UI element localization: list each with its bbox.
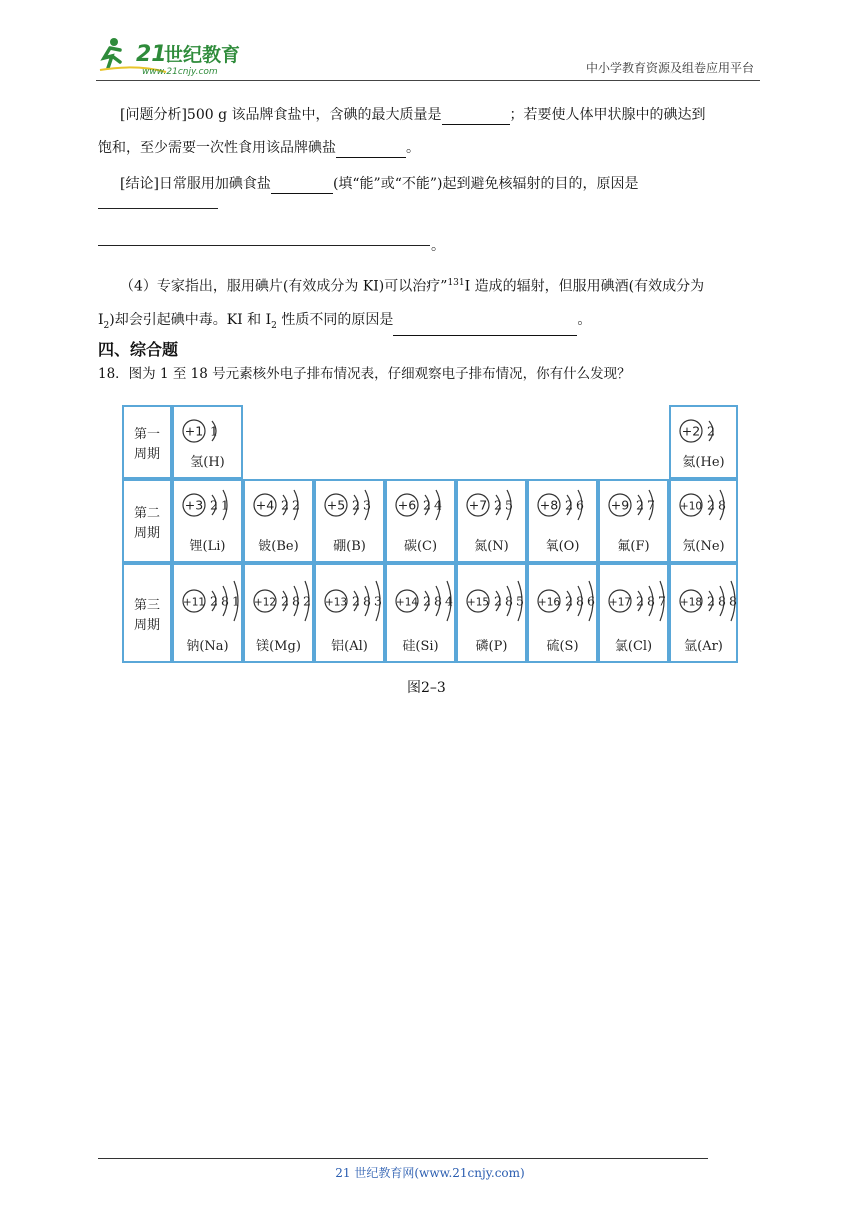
electron-count: 2: [292, 497, 300, 513]
electron-count: 8: [221, 593, 229, 609]
period-label-cell: [123, 406, 171, 478]
answer-blank[interactable]: [271, 177, 333, 194]
electron-count: 2: [303, 593, 311, 609]
element-name: 磷(P): [475, 639, 508, 654]
element-name: 铍(Be): [258, 539, 299, 554]
answer-blank[interactable]: [442, 108, 510, 125]
answer-blank[interactable]: [336, 141, 406, 158]
electron-count: 8: [434, 593, 442, 609]
q4-line-2: [98, 310, 591, 336]
nuclear-charge: +4: [255, 497, 275, 513]
electron-count: 2: [210, 593, 218, 609]
electron-count: 7: [647, 497, 655, 513]
q4-text-b: I 造成的辐射，但服用碘酒(有效成分为: [464, 278, 705, 295]
element-name: 氖(Ne): [682, 539, 725, 554]
conclusion-end: 。: [431, 238, 445, 254]
electron-count: 8: [363, 593, 371, 609]
electron-count: 6: [587, 593, 595, 609]
site-logo: [96, 34, 266, 78]
svg-text:21: 21: [136, 42, 167, 67]
electron-count: 8: [505, 593, 513, 609]
q4-text-end: 。: [577, 312, 592, 328]
element-name: 氩(Ar): [684, 639, 723, 654]
electron-configuration-table: [122, 405, 738, 663]
header-platform-text: 中小学教育资源及组卷应用平台: [585, 61, 754, 75]
conclusion-line-1: [120, 174, 639, 194]
element-name: 氮(N): [474, 539, 509, 554]
nuclear-charge: +11: [182, 596, 206, 609]
conclusion-text-b: (填“能”或“不能”)起到避免核辐射的目的，原因是: [332, 176, 639, 192]
q4-text-a: （4）专家指出，服用碘片(有效成分为 KI)可以治疗”: [120, 278, 448, 295]
nuclear-charge: +13: [324, 596, 348, 609]
electron-count: 8: [647, 593, 655, 609]
footer-divider: [98, 1158, 708, 1159]
electron-count: 7: [658, 593, 666, 609]
electron-count: 1: [210, 423, 218, 439]
analysis-text-d: 。: [406, 140, 420, 156]
period-label: 周期: [133, 526, 161, 541]
electron-count: 8: [718, 497, 726, 513]
electron-count: 2: [707, 423, 715, 439]
electron-count: 1: [232, 593, 240, 609]
nuclear-charge: +12: [253, 596, 277, 609]
electron-count: 1: [221, 497, 229, 513]
element-name: 氟(F): [617, 539, 650, 554]
nuclear-charge: +3: [184, 497, 204, 513]
electron-count: 2: [707, 497, 715, 513]
analysis-text-b: ；若要使人体甲状腺中的碘达到: [509, 107, 706, 123]
electron-count: 2: [636, 497, 644, 513]
footer-text: 21 世纪教育网(www.21cnjy.com): [335, 1166, 525, 1180]
section-title: 四、综合题: [98, 340, 179, 359]
page-header: [96, 34, 760, 81]
electron-count: 8: [576, 593, 584, 609]
element-name: 氢(H): [190, 455, 225, 470]
element-name: 硅(Si): [402, 639, 439, 654]
q4-subscript: 2: [103, 320, 110, 331]
period-label: 周期: [133, 618, 161, 633]
nuclear-charge: +8: [539, 497, 559, 513]
nuclear-charge: +6: [397, 497, 417, 513]
electron-count: 2: [281, 497, 289, 513]
q4-text-e: 性质不同的原因是: [276, 312, 394, 328]
electron-count: 2: [565, 593, 573, 609]
element-name: 镁(Mg): [256, 639, 301, 654]
electron-count: 4: [434, 497, 442, 513]
q4-line-1: [120, 273, 704, 297]
nuclear-charge: +16: [537, 596, 561, 609]
q4-text-c: I: [98, 312, 104, 328]
q4-superscript: 131: [447, 278, 465, 288]
nuclear-charge: +2: [681, 423, 701, 439]
period-label-cell: [123, 564, 171, 662]
electron-count: 4: [445, 593, 453, 609]
electron-count: 2: [423, 593, 431, 609]
element-name: 氯(Cl): [614, 639, 653, 654]
electron-count: 8: [292, 593, 300, 609]
period-label: 第三: [133, 598, 161, 613]
nuclear-charge: +14: [395, 596, 419, 609]
nuclear-charge: +7: [468, 497, 488, 513]
analysis-line-2: [98, 138, 420, 158]
logo-text-cn: 世纪教育: [164, 44, 241, 66]
electron-count: 2: [565, 497, 573, 513]
electron-count: 5: [505, 497, 513, 513]
element-name: 锂(Li): [189, 539, 226, 554]
electron-count: 3: [374, 593, 382, 609]
q4-subscript: 2: [271, 320, 277, 331]
analysis-line-1: [120, 105, 706, 125]
electron-count: 2: [281, 593, 289, 609]
period-label: 周期: [133, 447, 161, 462]
analysis-text-a: [问题分析]500 g 该品牌食盐中，含碘的最大质量是: [120, 107, 442, 123]
electron-count: 2: [494, 593, 502, 609]
nuclear-charge: +5: [326, 497, 346, 513]
electron-count: 8: [729, 593, 737, 609]
svg-text:www.21cnjy.com: www.21cnjy.com: [142, 67, 218, 77]
analysis-text-c: 饱和，至少需要一次性食用该品牌碘盐: [98, 140, 336, 156]
electron-count: 2: [707, 593, 715, 609]
nuclear-charge: +17: [608, 596, 632, 609]
electron-count: 8: [718, 593, 726, 609]
electron-count: 2: [352, 593, 360, 609]
answer-line[interactable]: [98, 245, 430, 246]
conclusion-text-a: [结论]日常服用加碘食盐: [120, 176, 271, 192]
answer-blank[interactable]: [393, 319, 577, 336]
period-label: 第一: [133, 427, 161, 442]
figure-caption: 图2–3: [407, 680, 446, 696]
period-label: 第二: [133, 506, 161, 521]
element-name: 氧(O): [545, 539, 580, 554]
electron-count: 2: [494, 497, 502, 513]
nuclear-charge: +10: [679, 500, 703, 513]
q4-text-d: )却会引起碘中毒。KI 和 I: [109, 312, 272, 328]
element-name: 硼(B): [333, 539, 366, 554]
answer-line[interactable]: [98, 208, 218, 209]
period-label-cell: [123, 480, 171, 562]
element-name: 硫(S): [546, 639, 579, 654]
electron-count: 2: [636, 593, 644, 609]
element-name: 钠(Na): [186, 639, 229, 654]
electron-count: 6: [576, 497, 584, 513]
element-name: 铝(Al): [331, 639, 368, 654]
nuclear-charge: +9: [610, 497, 630, 513]
electron-count: 5: [516, 593, 524, 609]
electron-count: 2: [352, 497, 360, 513]
nuclear-charge: +18: [679, 596, 703, 609]
nuclear-charge: +15: [466, 596, 490, 609]
element-name: 氦(He): [682, 455, 725, 470]
q18-text: 18．图为 1 至 18 号元素核外电子排布情况表，仔细观察电子排布情况，你有什么发现？: [98, 366, 631, 382]
electron-count: 2: [210, 497, 218, 513]
nuclear-charge: +1: [184, 423, 204, 439]
element-name: 碳(C): [403, 539, 438, 554]
electron-count: 3: [363, 497, 371, 513]
electron-count: 2: [423, 497, 431, 513]
